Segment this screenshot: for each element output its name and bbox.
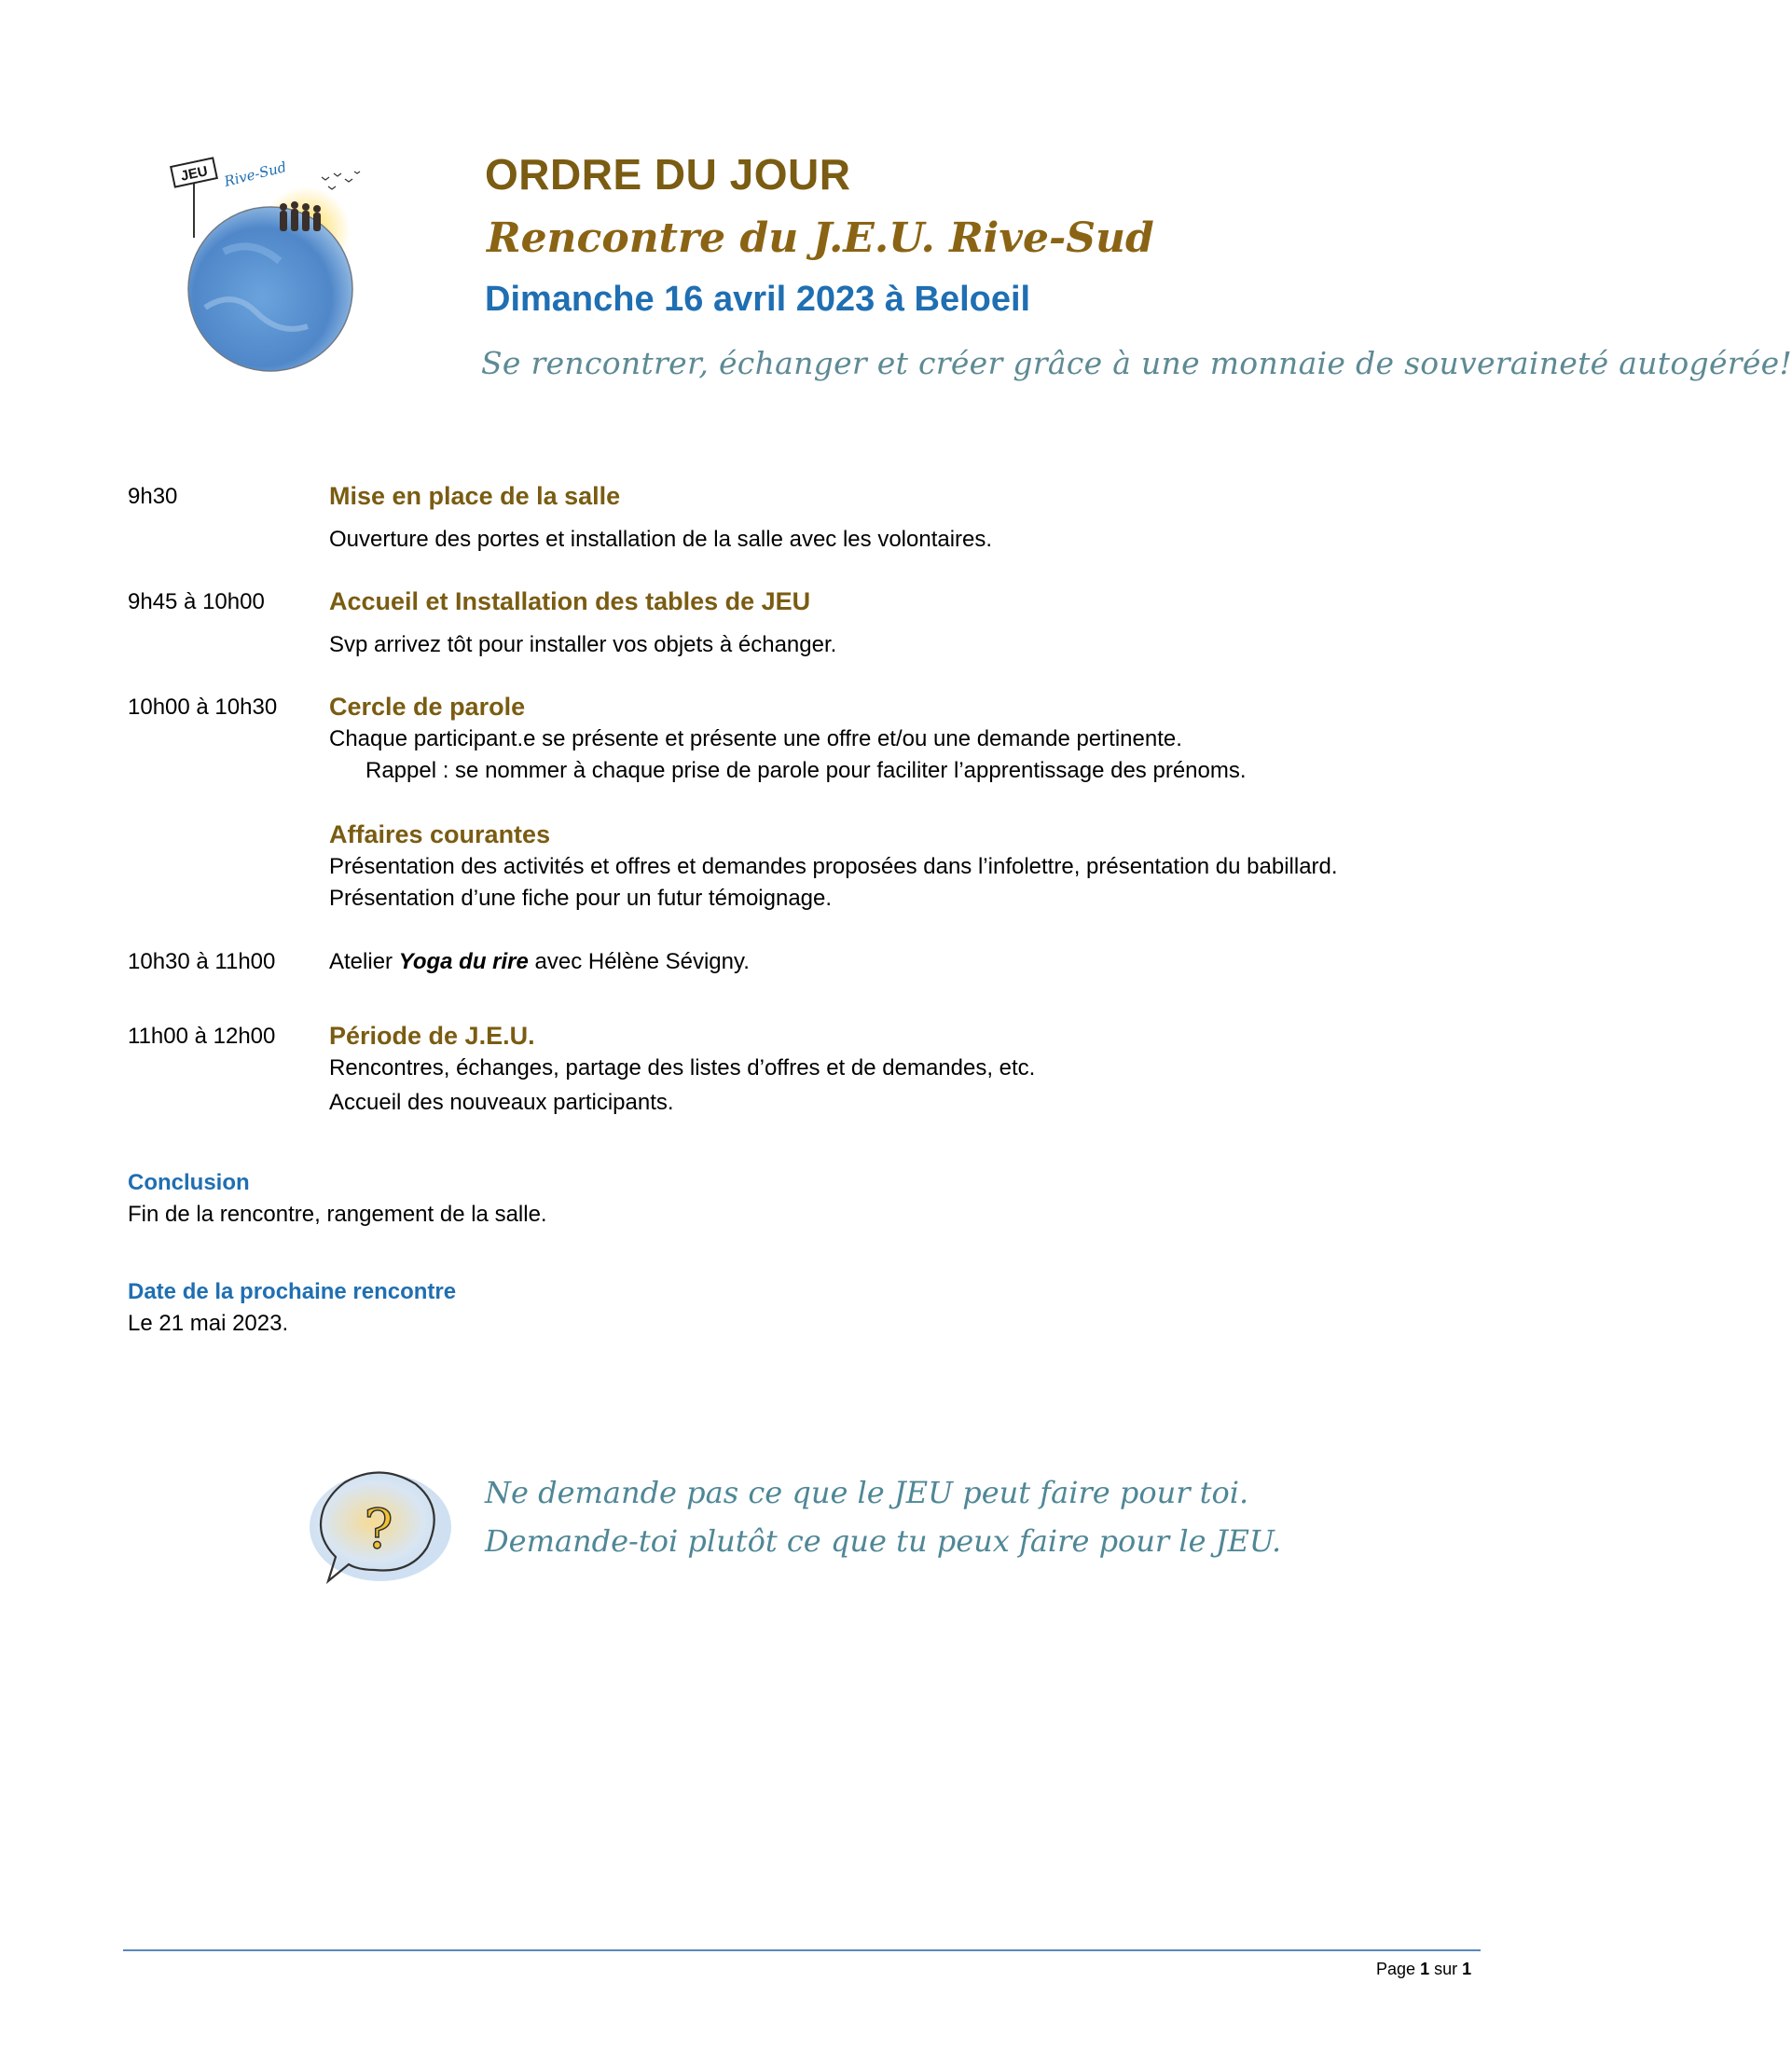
agenda-workshop	[329, 949, 750, 975]
jeu-rive-sud-logo	[168, 149, 373, 382]
footer-divider	[123, 1949, 1481, 1951]
page-total: 1	[1462, 1960, 1472, 1978]
page-of-label: sur	[1434, 1960, 1458, 1978]
agenda-line: Svp arrivez tôt pour installer vos objets à échanger.	[329, 632, 837, 657]
agenda-line: Présentation des activités et offres et demandes proposées dans l’infolettre, présentation du babillard.	[329, 854, 1338, 879]
meeting-subtitle: Rencontre du J.E.U. Rive-Sud	[487, 214, 1154, 262]
conclusion-text: Fin de la rencontre, rangement de la salle.	[128, 1202, 547, 1227]
logo-text: JEU	[179, 163, 210, 185]
page-title: ORDRE DU JOUR	[485, 150, 851, 199]
agenda-line: Présentation d’une fiche pour un futur témoignage.	[329, 886, 833, 911]
workshop-emphasis: Yoga du rire	[398, 949, 529, 974]
agenda-line: Accueil des nouveaux participants.	[329, 1090, 674, 1115]
agenda-title: Cercle de parole	[329, 693, 526, 721]
agenda-time: 10h30 à 11h00	[128, 949, 276, 974]
page-current: 1	[1420, 1960, 1430, 1978]
next-meeting-title: Date de la prochaine rencontre	[128, 1279, 457, 1304]
agenda-title: Accueil et Installation des tables de JEU	[329, 587, 811, 615]
quote-line-1: Ne demande pas ce que le JEU peut faire pour toi.	[485, 1475, 1249, 1510]
agenda-title: Période de J.E.U.	[329, 1022, 535, 1050]
svg-text:?: ?	[364, 1497, 393, 1561]
question-bubble-icon	[296, 1464, 457, 1604]
page-label: Page	[1376, 1960, 1416, 1978]
agenda-line: Ouverture des portes et installation de la salle avec les volontaires.	[329, 527, 993, 552]
page-number	[1376, 1960, 1471, 1979]
meeting-date: Dimanche 16 avril 2023 à Beloeil	[485, 280, 1031, 319]
agenda-time: 10h00 à 10h30	[128, 695, 278, 720]
agenda-line: Rencontres, échanges, partage des listes d’offres et de demandes, etc.	[329, 1055, 1036, 1081]
workshop-prefix: Atelier	[329, 949, 399, 974]
agenda-time: 9h45 à 10h00	[128, 589, 265, 614]
motto: Se rencontrer, échanger et créer grâce à une monnaie de souveraineté autogérée!	[481, 345, 1792, 381]
next-meeting-date: Le 21 mai 2023.	[128, 1311, 289, 1336]
agenda-line: Chaque participant.e se présente et présente une offre et/ou une demande pertinente.	[329, 726, 1182, 751]
agenda-time: 11h00 à 12h00	[128, 1024, 276, 1049]
quote-line-2: Demande-toi plutôt ce que tu peux faire pour le JEU.	[485, 1523, 1282, 1559]
conclusion-title: Conclusion	[128, 1170, 250, 1195]
agenda-line-indented: Rappel : se nommer à chaque prise de parole pour faciliter l’apprentissage des prénoms.	[365, 758, 1247, 783]
agenda-title: Affaires courantes	[329, 820, 551, 848]
agenda-time: 9h30	[128, 484, 178, 509]
agenda-title: Mise en place de la salle	[329, 482, 621, 510]
workshop-suffix: avec Hélène Sévigny.	[528, 949, 750, 974]
logo-subtext: Rive-Sud	[222, 158, 289, 190]
